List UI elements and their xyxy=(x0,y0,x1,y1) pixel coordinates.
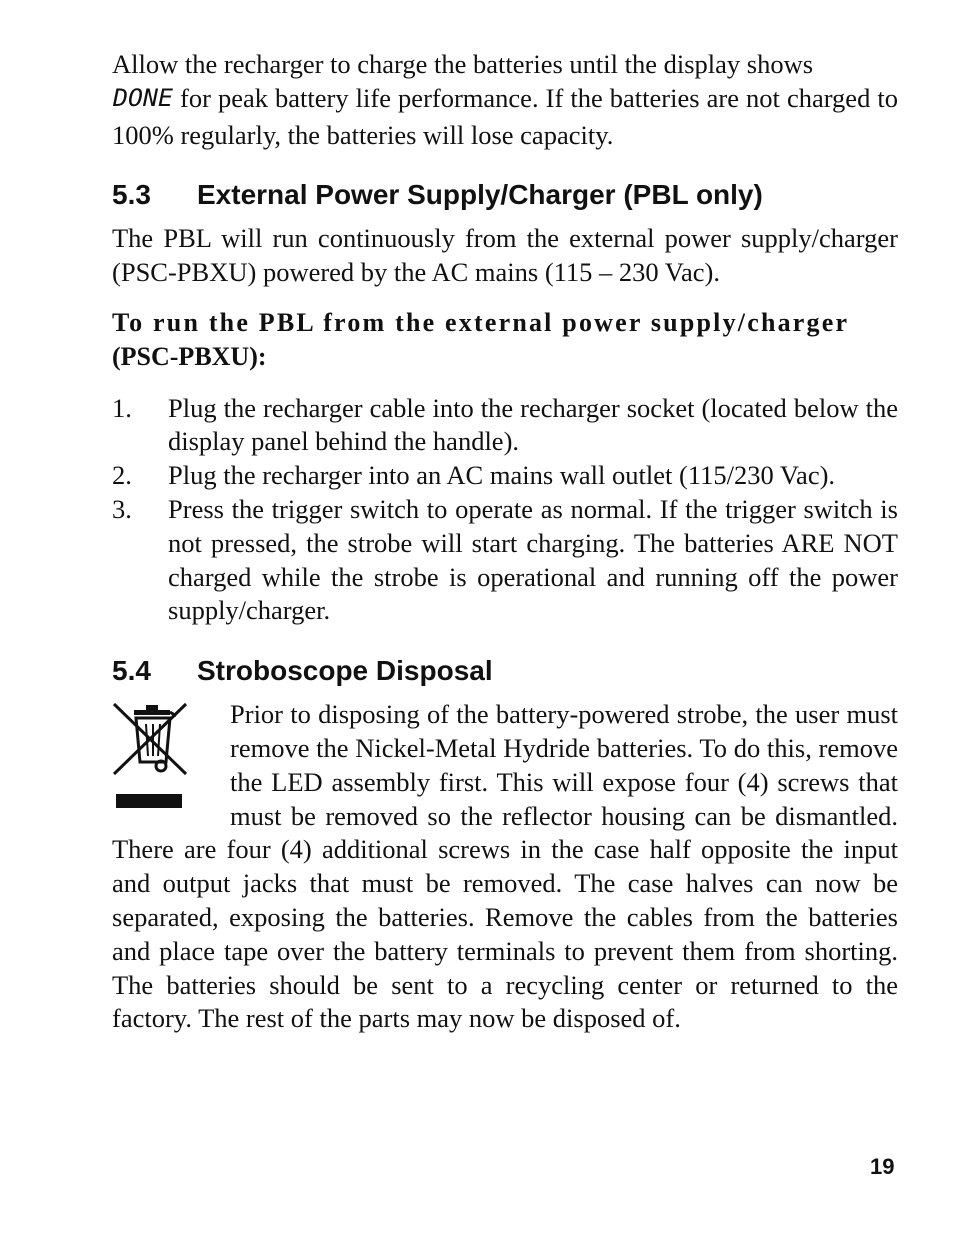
svg-text:DONE: DONE xyxy=(112,83,174,110)
manual-page xyxy=(112,48,898,1036)
section-5-4-paragraph: Prior to disposing of the battery-powered strobe, the user must remove the Nickel-Metal Hydride batteries. To do this, remove the LED assembly first. This will expose four (4) screws that must be removed so the reflector housing can be dismantled. There are four (4) additional screws in the case half opposite the input and output jacks that must be removed. The case halves can now be separated, exposing the batteries. Remove the cables from the batteries and place tape over the battery terminals to prevent them from shorting. The batteries should be sent to a recycling center or returned to the factory. The rest of the parts may now be disposed of. xyxy=(112,699,898,1034)
crossed-out-wheelie-bin-icon xyxy=(112,702,230,832)
list-item: 2. Plug the recharger into an AC mains wall outlet (115/230 Vac). xyxy=(112,460,836,491)
list-item: 1. Plug the recharger cable into the recharger socket (located below the display panel behind the handle). xyxy=(112,392,898,457)
intro-paragraph: Allow the recharger to charge the batteries until the display shows DONE for peak battery life performance. If the batteries are not charged to 100% regularly, the batteries will lose capacity. xyxy=(112,49,898,150)
section-5-3-paragraph: The PBL will run continuously from the external power supply/charger (PSC-PBXU) powered by the AC mains (115 – 230 Vac). xyxy=(112,223,898,288)
page-number: 19 xyxy=(870,1154,895,1179)
section-5-3-instruction: To run the PBL from the external power supply/charger (PSC-PBXU): xyxy=(112,307,850,371)
list-item: 3. Press the trigger switch to operate as normal. If the trigger switch is not pressed, the strobe will start charging. The batteries ARE NOT charged while the strobe is operational and running off the power supply/charger. xyxy=(112,493,898,626)
section-5-4-heading: 5.4 Stroboscope Disposal xyxy=(112,655,493,687)
disposal-section xyxy=(112,698,898,1036)
done-display-icon xyxy=(112,84,176,119)
steps-list xyxy=(112,392,898,629)
section-5-3-heading: 5.3 External Power Supply/Charger (PBL only) xyxy=(112,179,763,211)
